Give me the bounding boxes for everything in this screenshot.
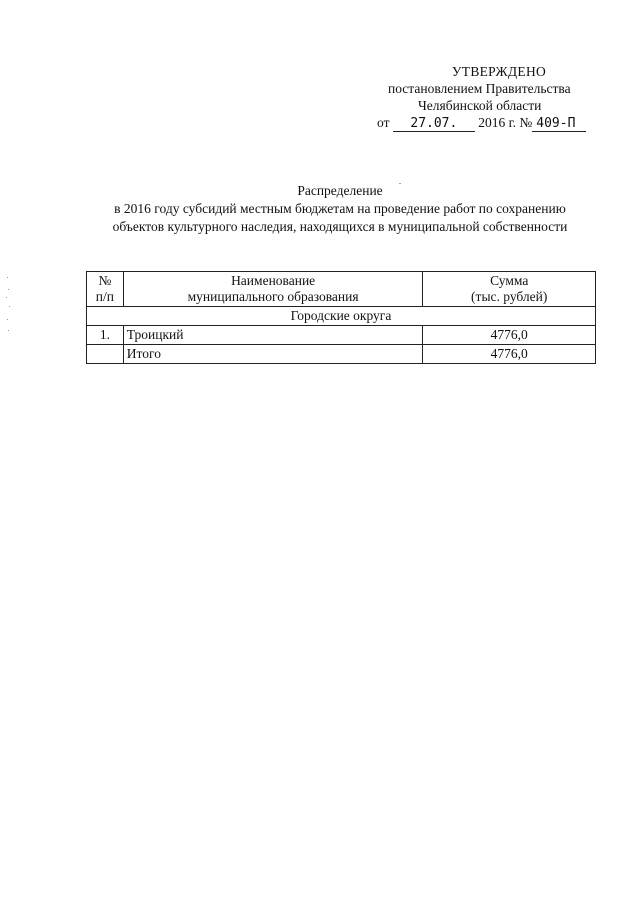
date-prefix: от [377, 115, 390, 130]
document-title [80, 182, 600, 236]
total-row [87, 345, 596, 364]
approval-stamp [360, 63, 600, 132]
margin-scan-marks [5, 275, 13, 335]
approval-heading: УТВЕРЖДЕНО [451, 64, 547, 79]
approval-date-line [360, 114, 600, 132]
header-sum: Сумма (тыс. рублей) [423, 272, 596, 307]
date-value: 27.07. [393, 117, 475, 132]
header-name: Наименование муниципального образования [123, 272, 423, 307]
total-sum: 4776,0 [423, 345, 596, 364]
row-name: Троицкий [123, 326, 423, 345]
year-text: 2016 г. № [478, 115, 533, 130]
title-line-1: Распределение [297, 183, 383, 198]
total-num [87, 345, 124, 364]
total-label: Итого [123, 345, 423, 364]
group-label: Городские округа [87, 307, 596, 326]
row-sum: 4776,0 [423, 326, 596, 345]
approval-region: Челябинской области [418, 98, 542, 113]
approval-issuer: постановлением Правительства [388, 81, 571, 96]
group-row [87, 307, 596, 326]
title-line-2: в 2016 году субсидий местным бюджетам на проведение работ по сохранению [114, 201, 566, 216]
table-header-row [87, 272, 596, 307]
distribution-table [86, 271, 596, 364]
title-line-3: объектов культурного наследия, находящихся в муниципальной собственности [112, 219, 568, 234]
header-num: № п/п [87, 272, 124, 307]
row-num: 1. [87, 326, 124, 345]
table-row [87, 326, 596, 345]
document-number: 409-П [532, 117, 586, 132]
